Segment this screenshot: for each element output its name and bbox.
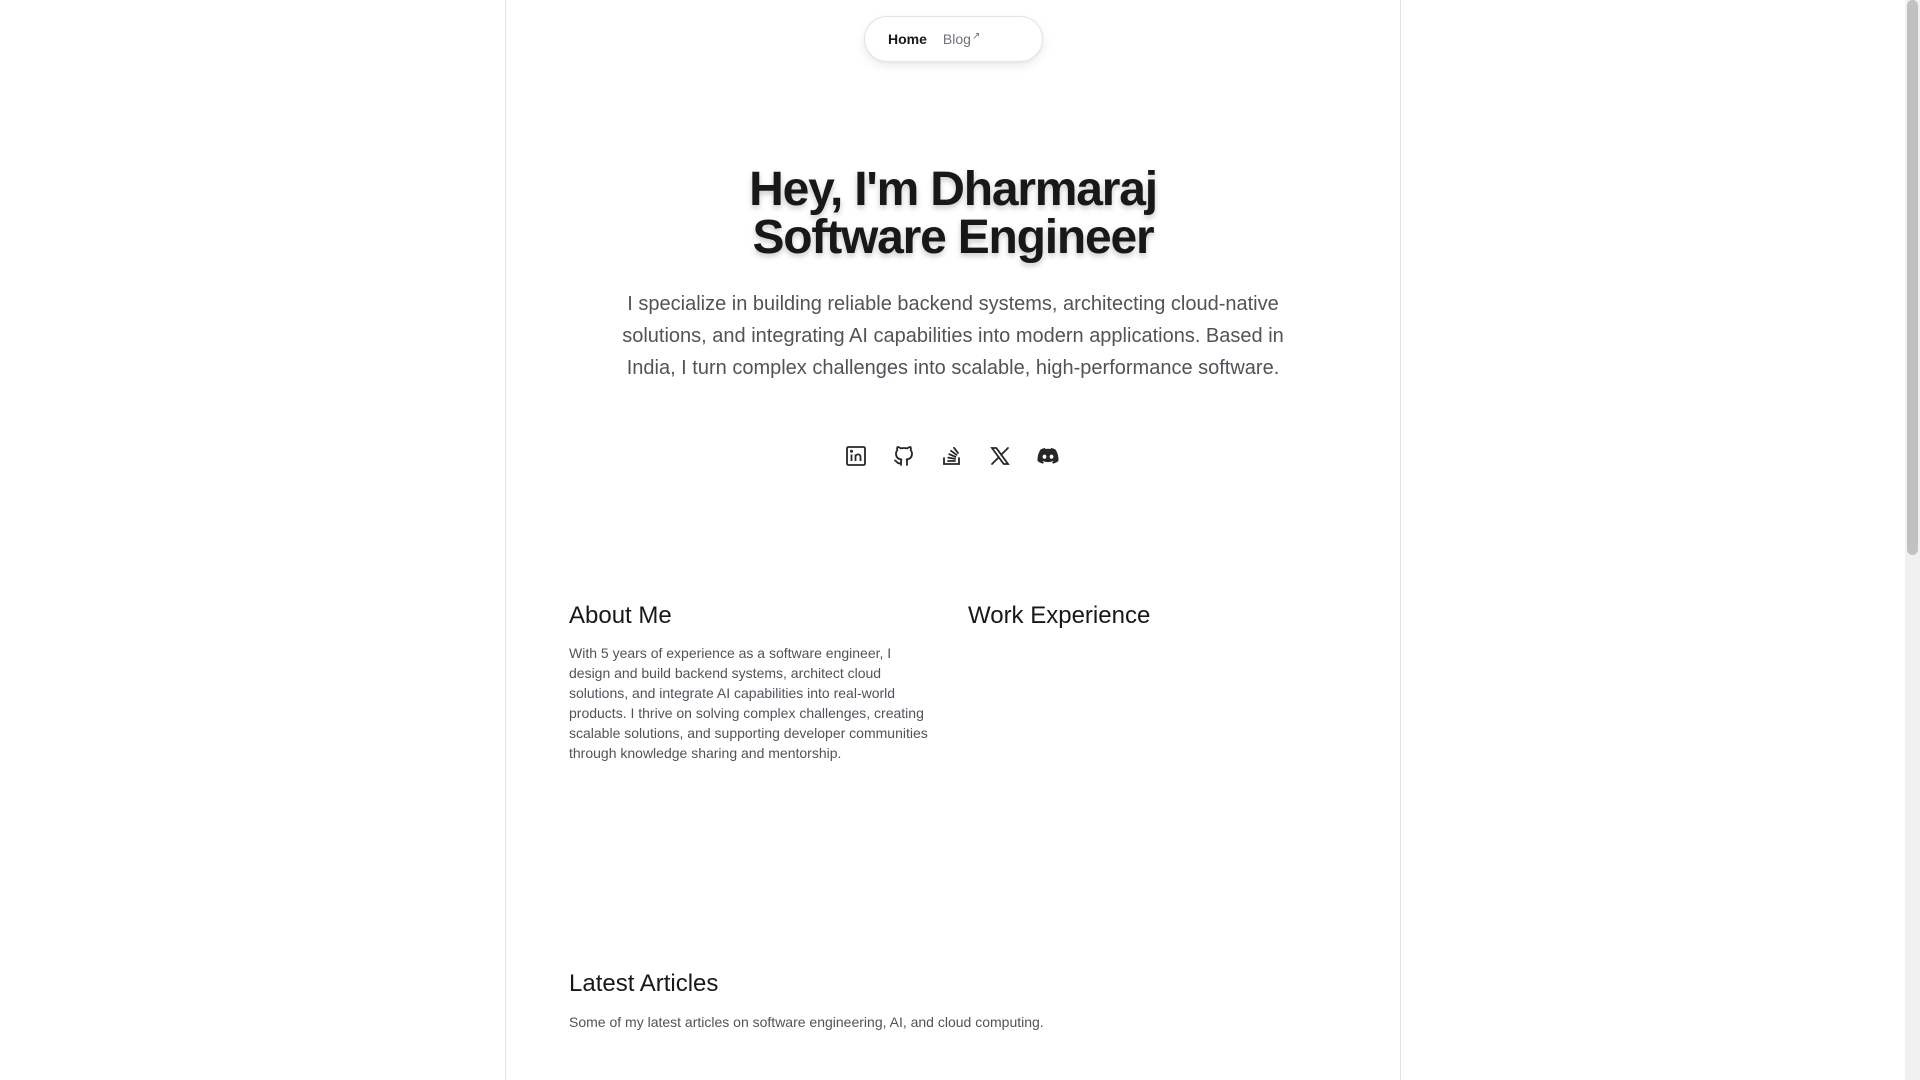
hero-title-line1: Hey, I'm Dharmaraj bbox=[749, 163, 1157, 216]
github-icon[interactable] bbox=[892, 444, 916, 468]
page-scrollbar[interactable] bbox=[1905, 0, 1920, 1080]
discord-icon[interactable] bbox=[1036, 444, 1060, 468]
about-text: With 5 years of experience as a software engineer, I design and build backend systems, architect cloud solutions, and integrate AI capabilities into real-world products. I thrive on solving complex challenges, creating scalable solutions, and supporting developer communities through knowledge sharing and mentorship. bbox=[569, 645, 928, 761]
scrollbar-thumb[interactable] bbox=[1907, 0, 1918, 555]
nav-blog-link[interactable] bbox=[943, 31, 980, 47]
stackoverflow-icon[interactable] bbox=[940, 444, 964, 468]
external-link-icon: ↗ bbox=[971, 31, 981, 42]
social-links bbox=[844, 444, 1060, 468]
work-loading-placeholder bbox=[968, 662, 1048, 680]
articles-subtitle: Some of my latest articles on software engineering, AI, and cloud computing. bbox=[569, 1014, 1044, 1030]
work-heading: Work Experience bbox=[968, 602, 1151, 629]
linkedin-icon[interactable] bbox=[844, 444, 868, 468]
hero-title-line2: Software Engineer bbox=[752, 211, 1154, 264]
x-icon[interactable] bbox=[988, 444, 1012, 468]
hero-description: I specialize in building reliable backend systems, architecting cloud-native solutions, and integrating AI capabilities into modern applications. Based in India, I turn complex challenges into scalable, high-performance software. bbox=[622, 293, 1284, 379]
nav-home-link[interactable]: Home bbox=[888, 31, 927, 47]
content-frame bbox=[505, 0, 1401, 1080]
hero-title bbox=[505, 163, 1401, 264]
nav-blog-label: Blog bbox=[942, 31, 971, 47]
articles-heading: Latest Articles bbox=[569, 970, 719, 997]
top-nav bbox=[864, 16, 1043, 62]
about-heading: About Me bbox=[569, 602, 672, 629]
